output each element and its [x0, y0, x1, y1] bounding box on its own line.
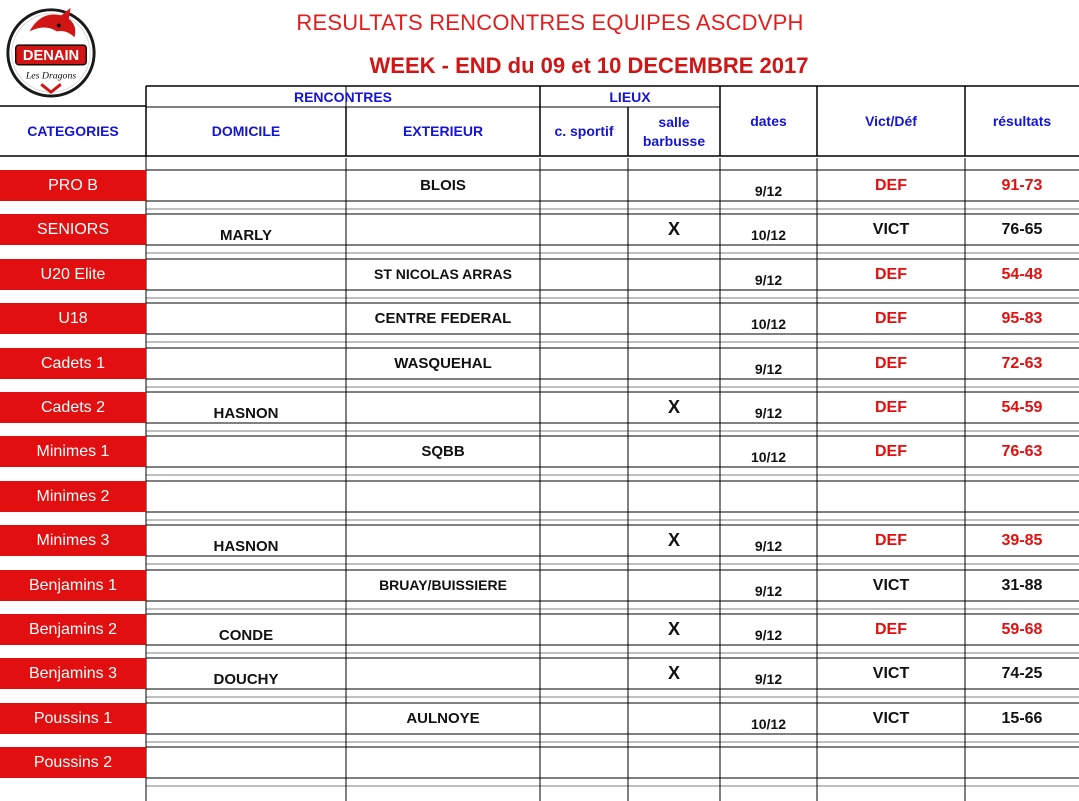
- c-sportif-cell: [540, 614, 628, 645]
- outcome-cell: VICT: [872, 665, 910, 682]
- category-label: Poussins 1: [0, 703, 146, 734]
- category-label: Benjamins 2: [0, 614, 146, 645]
- domicile-cell: [146, 176, 346, 207]
- salle-cell: [628, 570, 720, 601]
- category-label: SENIORS: [0, 214, 146, 245]
- salle-cell: X: [667, 619, 680, 639]
- salle-cell: [628, 703, 720, 734]
- c-sportif-cell: [540, 259, 628, 290]
- outcome-cell: VICT: [872, 221, 910, 238]
- salle-cell: [628, 747, 720, 778]
- salle-cell: [628, 348, 720, 379]
- outcome-cell: DEF: [875, 355, 907, 372]
- domicile-cell: [146, 487, 346, 518]
- exterieur-cell: [346, 481, 540, 512]
- category-label: U18: [0, 303, 146, 334]
- domicile-cell: [146, 709, 346, 740]
- exterieur-cell: ST NICOLAS ARRAS: [374, 266, 512, 282]
- score-cell: 74-25: [1001, 665, 1043, 682]
- domicile-cell: MARLY: [220, 227, 272, 244]
- header-lieux: LIEUX: [609, 88, 651, 105]
- exterieur-cell: [346, 658, 540, 689]
- exterieur-cell: AULNOYE: [406, 710, 480, 727]
- salle-cell: [628, 481, 720, 512]
- date-cell: 9/12: [754, 538, 783, 554]
- score-cell: 15-66: [1001, 710, 1043, 727]
- outcome-cell: [817, 481, 965, 512]
- exterieur-cell: [346, 747, 540, 778]
- c-sportif-cell: [540, 570, 628, 601]
- domicile-cell: [146, 442, 346, 473]
- header-categories: CATEGORIES: [27, 123, 119, 139]
- exterieur-cell: WASQUEHAL: [394, 355, 492, 372]
- date-cell: 9/12: [754, 627, 783, 643]
- c-sportif-cell: [540, 747, 628, 778]
- domicile-cell: HASNON: [213, 538, 279, 555]
- salle-cell: X: [667, 663, 680, 683]
- outcome-cell: VICT: [872, 577, 910, 594]
- date-cell: 10/12: [750, 449, 787, 465]
- score-cell: 76-63: [1001, 443, 1043, 460]
- c-sportif-cell: [540, 481, 628, 512]
- salle-cell: [628, 170, 720, 201]
- domicile-cell: HASNON: [213, 405, 279, 422]
- header-vict-def: Vict/Déf: [865, 113, 917, 129]
- outcome-cell: VICT: [872, 710, 910, 727]
- page-title: RESULTATS RENCONTRES EQUIPES ASCDVPH: [296, 10, 804, 35]
- date-cell: [720, 487, 817, 518]
- domicile-cell: [146, 354, 346, 385]
- score-cell: 54-48: [1001, 266, 1043, 283]
- date-cell: 9/12: [754, 405, 783, 421]
- exterieur-cell: BRUAY/BUISSIERE: [379, 577, 507, 593]
- date-cell: 9/12: [754, 183, 783, 199]
- score-cell: 39-85: [1001, 532, 1043, 549]
- salle-cell: [628, 259, 720, 290]
- score-cell: 91-73: [1001, 177, 1043, 194]
- score-cell: [965, 747, 1079, 778]
- score-cell: [965, 481, 1079, 512]
- date-cell: 9/12: [754, 671, 783, 687]
- page-subtitle: WEEK - END du 09 et 10 DECEMBRE 2017: [369, 53, 809, 78]
- score-cell: 31-88: [1001, 577, 1043, 594]
- outcome-cell: DEF: [875, 310, 907, 327]
- c-sportif-cell: [540, 392, 628, 423]
- salle-cell: X: [667, 219, 680, 239]
- exterieur-cell: [346, 525, 540, 556]
- date-cell: 10/12: [750, 316, 787, 332]
- score-cell: 76-65: [1001, 221, 1043, 238]
- salle-cell: X: [667, 397, 680, 417]
- c-sportif-cell: [540, 303, 628, 334]
- header-c-sportif: c. sportif: [554, 123, 614, 139]
- exterieur-cell: CENTRE FEDERAL: [374, 310, 512, 327]
- exterieur-cell: [346, 614, 540, 645]
- outcome-cell: DEF: [875, 177, 907, 194]
- c-sportif-cell: [540, 658, 628, 689]
- header-resultats: résultats: [992, 113, 1052, 129]
- domicile-cell: [146, 753, 346, 784]
- c-sportif-cell: [540, 436, 628, 467]
- domicile-cell: [146, 576, 346, 607]
- category-label: PRO B: [0, 170, 146, 201]
- c-sportif-cell: [540, 214, 628, 245]
- salle-cell: [628, 436, 720, 467]
- outcome-cell: DEF: [875, 266, 907, 283]
- c-sportif-cell: [540, 525, 628, 556]
- outcome-cell: DEF: [875, 443, 907, 460]
- c-sportif-cell: [540, 348, 628, 379]
- category-label: U20 Elite: [0, 259, 146, 290]
- score-cell: 95-83: [1001, 310, 1043, 327]
- outcome-cell: DEF: [875, 399, 907, 416]
- date-cell: 9/12: [754, 361, 783, 377]
- category-label: Minimes 3: [0, 525, 146, 556]
- header-dates: dates: [750, 113, 787, 129]
- date-cell: 10/12: [750, 227, 787, 243]
- category-label: Poussins 2: [0, 747, 146, 778]
- category-label: Cadets 1: [0, 348, 146, 379]
- date-cell: 9/12: [754, 272, 783, 288]
- domicile-cell: DOUCHY: [213, 671, 279, 688]
- exterieur-cell: SQBB: [421, 443, 465, 460]
- header-salle-barbusse: salle barbusse: [642, 113, 706, 149]
- outcome-cell: [817, 747, 965, 778]
- logo-subtext: Les Dragons: [25, 70, 77, 82]
- exterieur-cell: BLOIS: [420, 177, 466, 194]
- exterieur-cell: [346, 214, 540, 245]
- score-cell: 54-59: [1001, 399, 1043, 416]
- header-domicile: DOMICILE: [211, 123, 281, 139]
- exterieur-cell: [346, 392, 540, 423]
- domicile-cell: [146, 309, 346, 340]
- domicile-cell: CONDE: [218, 627, 274, 644]
- category-label: Benjamins 3: [0, 658, 146, 689]
- category-label: Cadets 2: [0, 392, 146, 423]
- logo-text: DENAIN: [22, 47, 80, 64]
- date-cell: 9/12: [754, 583, 783, 599]
- date-cell: [720, 753, 817, 784]
- salle-cell: X: [667, 530, 680, 550]
- outcome-cell: DEF: [875, 532, 907, 549]
- outcome-cell: DEF: [875, 621, 907, 638]
- category-label: Minimes 1: [0, 436, 146, 467]
- category-label: Minimes 2: [0, 481, 146, 512]
- date-cell: 10/12: [750, 716, 787, 732]
- header-rencontres: RENCONTRES: [293, 88, 392, 105]
- category-label: Benjamins 1: [0, 570, 146, 601]
- score-cell: 72-63: [1001, 355, 1043, 372]
- score-cell: 59-68: [1001, 621, 1043, 638]
- c-sportif-cell: [540, 170, 628, 201]
- header-exterieur: EXTERIEUR: [402, 123, 484, 139]
- salle-cell: [628, 303, 720, 334]
- domicile-cell: [146, 265, 346, 296]
- c-sportif-cell: [540, 703, 628, 734]
